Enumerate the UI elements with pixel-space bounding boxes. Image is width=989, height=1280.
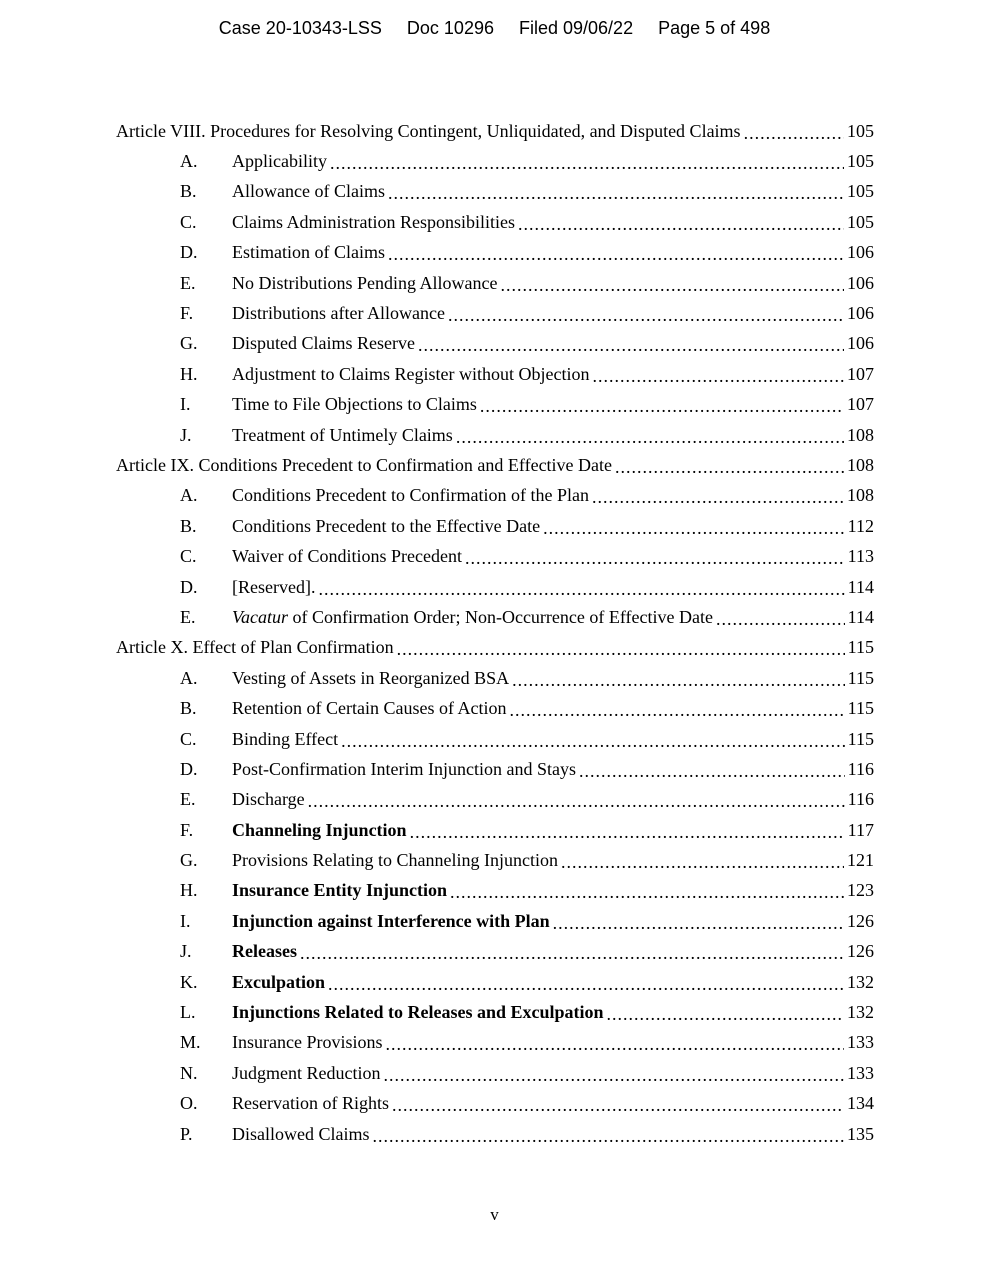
toc-entry-title-rest: of Confirmation Order; Non-Occurrence of Effective Date — [288, 606, 713, 627]
toc-dot-leader — [553, 913, 844, 934]
filing-header — [0, 18, 989, 39]
toc-entry-page: 116 — [847, 789, 874, 810]
toc-entry-letter: J. — [180, 941, 192, 962]
toc-entry-letter: D. — [180, 242, 198, 263]
toc-entry-letter: E. — [180, 789, 196, 810]
toc-entry-page: 133 — [847, 1062, 874, 1083]
toc-entry-page: 115 — [847, 667, 874, 688]
toc-entry-letter: N. — [180, 1062, 198, 1083]
toc-entry-page: 106 — [847, 242, 874, 263]
toc-entry-page: 113 — [847, 546, 874, 567]
toc-entry-title: Insurance Entity Injunction — [232, 880, 448, 901]
toc-entry-letter: C. — [180, 546, 197, 567]
toc-entry-title: Article IX. Conditions Precedent to Confirmation and Effective Date — [116, 454, 613, 475]
toc-section-entry — [116, 1119, 874, 1149]
toc-entry-page: 126 — [847, 910, 874, 931]
toc-entry-title: [Reserved]. — [232, 576, 316, 597]
toc-entry-title: Allowance of Claims — [232, 181, 385, 202]
toc-dot-leader — [388, 183, 844, 204]
toc-entry-title: Waiver of Conditions Precedent — [232, 546, 462, 567]
toc-dot-leader — [465, 548, 845, 569]
toc-entry-title: Injunctions Related to Releases and Exculpation — [232, 1002, 604, 1023]
toc-section-entry — [116, 1028, 874, 1058]
toc-article-entry — [116, 116, 874, 146]
toc-entry-title: Releases — [232, 941, 297, 962]
toc-dot-leader — [397, 639, 845, 660]
toc-entry-title: Time to File Objections to Claims — [232, 394, 477, 415]
case-number: Case 20-10343-LSS — [218, 18, 382, 38]
toc-dot-leader — [308, 791, 845, 812]
toc-dot-leader — [450, 882, 844, 903]
toc-section-entry — [116, 420, 874, 450]
toc-section-entry — [116, 268, 874, 298]
toc-entry-page: 121 — [847, 850, 874, 871]
toc-dot-leader — [388, 244, 844, 265]
toc-entry-page: 105 — [847, 151, 874, 172]
toc-section-entry — [116, 481, 874, 511]
toc-section-entry — [116, 876, 874, 906]
toc-entry-title: Retention of Certain Causes of Action — [232, 698, 507, 719]
toc-section-entry — [116, 693, 874, 723]
toc-entry-title — [232, 607, 713, 628]
toc-section-entry — [116, 541, 874, 571]
toc-entry-letter: H. — [180, 880, 198, 901]
toc-entry-page: 115 — [847, 698, 874, 719]
toc-entry-page: 114 — [847, 576, 874, 597]
toc-entry-page: 107 — [847, 394, 874, 415]
toc-dot-leader — [592, 366, 844, 387]
toc-section-entry — [116, 724, 874, 754]
table-of-contents — [116, 116, 874, 1149]
toc-entry-page: 117 — [847, 819, 874, 840]
toc-entry-page: 106 — [847, 303, 874, 324]
toc-entry-letter: O. — [180, 1093, 198, 1114]
toc-entry-letter: K. — [180, 971, 198, 992]
toc-entry-letter: E. — [180, 272, 196, 293]
toc-section-entry — [116, 390, 874, 420]
toc-entry-page: 108 — [847, 485, 874, 506]
toc-entry-title: Insurance Provisions — [232, 1032, 383, 1053]
toc-entry-title: Channeling Injunction — [232, 819, 407, 840]
toc-entry-page: 107 — [847, 363, 874, 384]
toc-dot-leader — [300, 943, 844, 964]
toc-dot-leader — [330, 153, 844, 174]
toc-entry-letter: G. — [180, 333, 198, 354]
toc-section-entry — [116, 815, 874, 845]
toc-section-entry — [116, 329, 874, 359]
toc-dot-leader — [509, 700, 844, 721]
toc-entry-title: Disputed Claims Reserve — [232, 333, 415, 354]
page-footer — [0, 1205, 989, 1225]
toc-entry-letter: C. — [180, 728, 197, 749]
toc-section-entry — [116, 967, 874, 997]
toc-entry-letter: D. — [180, 758, 198, 779]
toc-dot-leader — [418, 335, 844, 356]
toc-entry-title: Adjustment to Claims Register without Objection — [232, 363, 590, 384]
toc-entry-page: 135 — [847, 1123, 874, 1144]
doc-number: Doc 10296 — [406, 18, 494, 38]
toc-dot-leader — [500, 275, 844, 296]
toc-entry-page: 108 — [847, 454, 874, 475]
toc-entry-letter: D. — [180, 576, 198, 597]
toc-article-entry — [116, 633, 874, 663]
toc-entry-letter: H. — [180, 363, 198, 384]
toc-entry-letter: F. — [180, 819, 194, 840]
toc-dot-leader — [518, 214, 844, 235]
toc-dot-leader — [410, 822, 845, 843]
toc-entry-page: 105 — [847, 120, 874, 141]
toc-entry-letter: E. — [180, 606, 196, 627]
toc-entry-title: Applicability — [232, 151, 327, 172]
toc-dot-leader — [328, 974, 844, 995]
toc-entry-letter: A. — [180, 151, 198, 172]
toc-entry-title: Article VIII. Procedures for Resolving Contingent, Unliquidated, and Disputed Claims — [116, 120, 741, 141]
toc-dot-leader — [456, 427, 844, 448]
toc-dot-leader — [607, 1004, 844, 1025]
toc-entry-letter: B. — [180, 181, 197, 202]
toc-entry-letter: M. — [180, 1032, 201, 1053]
toc-entry-title: Conditions Precedent to the Effective Date — [232, 515, 541, 536]
toc-section-entry — [116, 177, 874, 207]
toc-entry-page: 132 — [847, 1002, 874, 1023]
toc-entry-letter: J. — [180, 424, 192, 445]
toc-entry-title: No Distributions Pending Allowance — [232, 272, 498, 293]
toc-entry-title: Disallowed Claims — [232, 1123, 370, 1144]
toc-section-entry — [116, 785, 874, 815]
toc-entry-letter: F. — [180, 303, 194, 324]
toc-entry-title: Article X. Effect of Plan Confirmation — [116, 637, 394, 658]
toc-entry-page: 105 — [847, 211, 874, 232]
toc-section-entry — [116, 298, 874, 328]
toc-entry-title: Binding Effect — [232, 728, 339, 749]
toc-section-entry — [116, 359, 874, 389]
toc-entry-letter: I. — [180, 910, 191, 931]
toc-section-entry — [116, 1058, 874, 1088]
toc-section-entry — [116, 937, 874, 967]
page-count: Page 5 of 498 — [658, 18, 771, 38]
toc-entry-title: Judgment Reduction — [232, 1062, 381, 1083]
toc-section-entry — [116, 238, 874, 268]
toc-entry-letter: G. — [180, 850, 198, 871]
toc-dot-leader — [373, 1126, 845, 1147]
toc-entry-letter: B. — [180, 515, 197, 536]
toc-entry-letter: L. — [180, 1002, 196, 1023]
toc-entry-letter: C. — [180, 211, 197, 232]
toc-dot-leader — [512, 670, 845, 691]
toc-dot-leader — [579, 761, 845, 782]
toc-entry-title: Conditions Precedent to Confirmation of the Plan — [232, 485, 589, 506]
page-number: v — [490, 1205, 499, 1224]
toc-entry-letter: A. — [180, 485, 198, 506]
toc-dot-leader — [318, 579, 844, 600]
toc-entry-page: 114 — [847, 606, 874, 627]
toc-entry-title: Provisions Relating to Channeling Injunction — [232, 850, 558, 871]
toc-entry-page: 106 — [847, 272, 874, 293]
toc-dot-leader — [592, 487, 844, 508]
toc-section-entry — [116, 754, 874, 784]
toc-section-entry — [116, 997, 874, 1027]
toc-entry-page: 123 — [847, 880, 874, 901]
toc-section-entry — [116, 906, 874, 936]
toc-entry-page: 116 — [847, 758, 874, 779]
toc-entry-title: Reservation of Rights — [232, 1093, 389, 1114]
toc-section-entry — [116, 146, 874, 176]
toc-dot-leader — [480, 396, 844, 417]
toc-entry-page: 132 — [847, 971, 874, 992]
toc-section-entry — [116, 663, 874, 693]
toc-entry-title: Injunction against Interference with Plan — [232, 910, 550, 931]
toc-entry-page: 133 — [847, 1032, 874, 1053]
toc-entry-title-italic: Vacatur — [232, 606, 288, 627]
toc-entry-title: Distributions after Allowance — [232, 303, 445, 324]
toc-entry-page: 126 — [847, 941, 874, 962]
toc-entry-letter: A. — [180, 667, 198, 688]
toc-dot-leader — [448, 305, 844, 326]
toc-entry-page: 115 — [847, 728, 874, 749]
toc-entry-page: 112 — [847, 515, 874, 536]
toc-section-entry — [116, 845, 874, 875]
toc-section-entry — [116, 511, 874, 541]
toc-dot-leader — [385, 1034, 844, 1055]
toc-dot-leader — [392, 1095, 844, 1116]
toc-entry-title: Treatment of Untimely Claims — [232, 424, 453, 445]
toc-entry-title: Estimation of Claims — [232, 242, 385, 263]
toc-section-entry — [116, 207, 874, 237]
toc-entry-page: 108 — [847, 424, 874, 445]
toc-dot-leader — [561, 852, 844, 873]
toc-section-entry — [116, 1089, 874, 1119]
toc-dot-leader — [716, 609, 845, 630]
toc-entry-page: 134 — [847, 1093, 874, 1114]
toc-article-entry — [116, 450, 874, 480]
toc-dot-leader — [383, 1065, 844, 1086]
toc-entry-page: 115 — [847, 637, 874, 658]
toc-entry-letter: I. — [180, 394, 191, 415]
toc-entry-title: Discharge — [232, 789, 305, 810]
toc-entry-title: Post-Confirmation Interim Injunction and Stays — [232, 758, 576, 779]
toc-entry-title: Claims Administration Responsibilities — [232, 211, 516, 232]
toc-entry-page: 105 — [847, 181, 874, 202]
toc-dot-leader — [744, 123, 844, 144]
toc-section-entry — [116, 602, 874, 632]
toc-entry-page: 106 — [847, 333, 874, 354]
toc-dot-leader — [341, 731, 845, 752]
toc-entry-title: Exculpation — [232, 971, 326, 992]
toc-dot-leader — [543, 518, 845, 539]
toc-dot-leader — [615, 457, 844, 478]
toc-entry-letter: P. — [180, 1123, 193, 1144]
toc-entry-letter: B. — [180, 698, 197, 719]
toc-section-entry — [116, 572, 874, 602]
filed-date: Filed 09/06/22 — [519, 18, 634, 38]
toc-entry-title: Vesting of Assets in Reorganized BSA — [232, 667, 510, 688]
